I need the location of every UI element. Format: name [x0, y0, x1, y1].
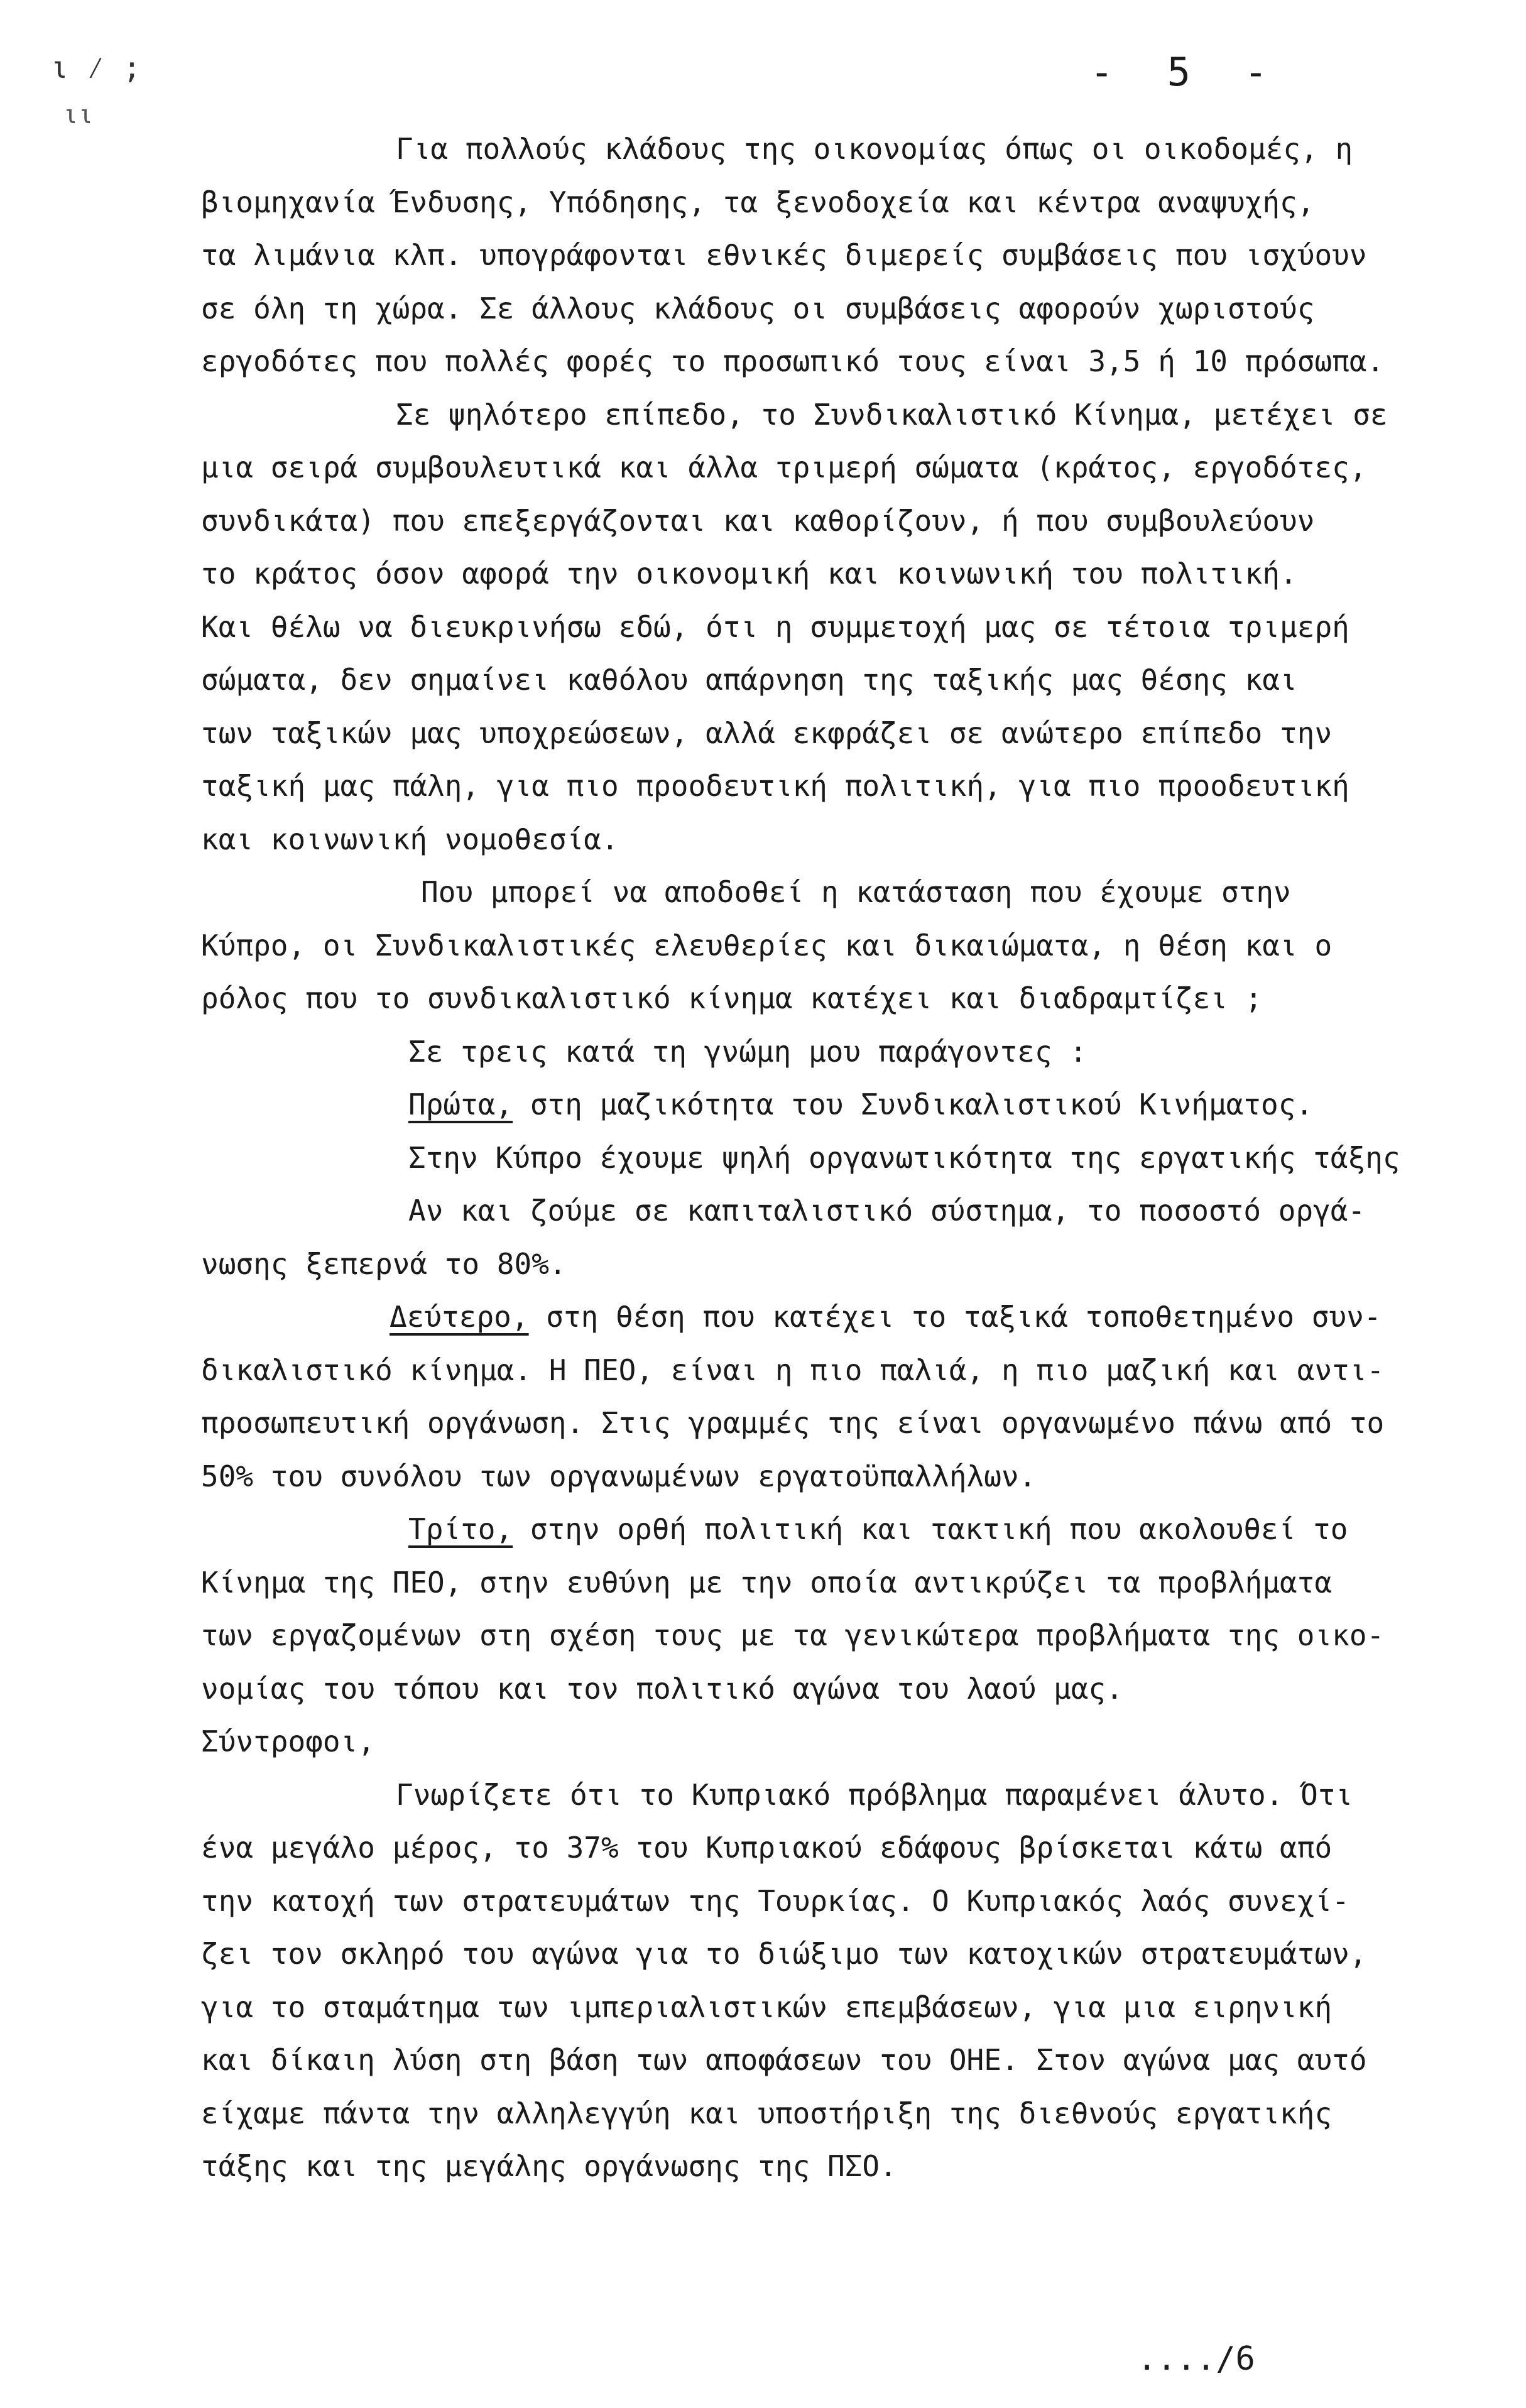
text-segment: νωσης ξεπερνά το 80%. [201, 1246, 567, 1281]
page-number: - 5 - [1090, 49, 1283, 95]
text-segment: των εργαζομένων στη σχέση τους με τα γενικώτερα προβλήματα της οικο- [201, 1618, 1385, 1652]
text-segment: ζει τον σκληρό του αγώνα για το διώξιμο των κατοχικών στρατευμάτων, [201, 1937, 1367, 1971]
text-segment: Που μπορεί να αποδοθεί η κατάσταση που έχουμε στην [421, 875, 1291, 909]
text-line [201, 494, 1489, 548]
text-line [201, 1715, 1489, 1768]
text-segment: Και θέλω να διευκρινήσω εδώ, ότι η συμμετοχή μας σε τέτοια τριμερή [201, 609, 1349, 644]
text-line [201, 1238, 1489, 1291]
text-line [201, 2140, 1489, 2193]
text-line [201, 601, 1489, 654]
text-segment: των ταξικών μας υποχρεώσεων, αλλά εκφράζει σε ανώτερο επίπεδο την [201, 716, 1333, 750]
text-line [201, 1025, 1489, 1079]
text-segment: Για πολλούς κλάδους της οικονομίας όπως οι οικοδομές, η [396, 132, 1353, 166]
text-segment: και δίκαιη λύση στη βάση των αποφάσεων του ΟΗΕ. Στον αγώνα μας αυτό [201, 2043, 1367, 2077]
continuation-marker: ..../6 [1137, 2340, 1255, 2378]
underlined-heading: Δεύτερο, [390, 1300, 529, 1334]
text-line [201, 813, 1489, 866]
text-line [201, 1078, 1489, 1131]
text-segment: Στην Κύπρο έχουμε ψηλή οργανωτικότητα της εργατικής τάξης [408, 1140, 1400, 1175]
text-segment: νομίας του τόπου και τον πολιτικό αγώνα του λαού μας. [201, 1671, 1123, 1706]
text-segment: ένα μεγάλο μέρος, το 37% του Κυπριακού εδάφους βρίσκεται κάτω από [201, 1831, 1333, 1865]
text-line [201, 1927, 1489, 1981]
text-segment: Αν και ζούμε σε καπιταλιστικό σύστημα, το ποσοστό οργά- [408, 1194, 1366, 1228]
text-segment: στην ορθή πολιτική και τακτική που ακολουθεί το [513, 1512, 1348, 1546]
text-line [201, 1131, 1489, 1185]
text-segment: Σύντροφοι, [201, 1724, 375, 1758]
text-segment: σε όλη τη χώρα. Σε άλλους κλάδους οι συμβάσεις αφορούν χωριστούς [201, 291, 1315, 325]
text-line [201, 1768, 1489, 1822]
underlined-heading: Πρώτα, [408, 1087, 513, 1121]
text-line [201, 1503, 1489, 1556]
text-line [201, 866, 1489, 919]
text-line [201, 1981, 1489, 2034]
text-line [201, 1184, 1489, 1238]
text-segment: Σε τρεις κατά τη γνώμη μου παράγοντες : [408, 1034, 1087, 1069]
text-line [201, 760, 1489, 813]
text-segment: Κύπρο, οι Συνδικαλιστικές ελευθερίες και δικαιώματα, η θέση και ο [201, 928, 1333, 962]
text-segment: Γνωρίζετε ότι το Κυπριακό πρόβλημα παραμένει άλυτο. Ότι [396, 1777, 1353, 1812]
text-segment: προσωπευτική οργάνωση. Στις γραμμές της είναι οργανωμένο πάνω από το [201, 1406, 1385, 1440]
text-line [201, 547, 1489, 601]
text-line [201, 707, 1489, 760]
text-segment: μια σειρά συμβουλευτικά και άλλα τριμερή σώματα (κράτος, εργοδότες, [201, 450, 1367, 484]
text-segment: και κοινωνική νομοθεσία. [201, 822, 619, 856]
text-line [201, 1397, 1489, 1450]
text-segment: ρόλος που το συνδικαλιστικό κίνημα κατέχει και διαδραμτίζει ; [201, 981, 1263, 1015]
text-line [201, 1290, 1489, 1344]
text-segment: είχαμε πάντα την αλληλεγγύη και υποστήριξη της διεθνούς εργατικής [201, 2096, 1333, 2130]
corner-mark-secondary: ιι [63, 101, 94, 129]
text-segment: δικαλιστικό κίνημα. Η ΠΕΟ, είναι η πιο παλιά, η πιο μαζική και αντι- [201, 1353, 1385, 1387]
text-line [201, 972, 1489, 1025]
text-line [201, 1609, 1489, 1662]
text-segment: Σε ψηλότερο επίπεδο, το Συνδικαλιστικό Κίνημα, μετέχει σε [396, 397, 1388, 432]
text-line [201, 123, 1489, 176]
text-line [201, 919, 1489, 972]
text-segment: ταξική μας πάλη, για πιο προοδευτική πολιτική, για πιο προοδευτική [201, 769, 1349, 803]
text-segment: τα λιμάνια κλπ. υπογράφονται εθνικές διμερείς συμβάσεις που ισχύουν [201, 238, 1367, 272]
text-segment: στη θέση που κατέχει το ταξικά τοποθετημένο συν- [528, 1300, 1382, 1334]
text-segment: βιομηχανία Ένδυσης, Υπόδησης, τα ξενοδοχεία και κέντρα αναψυχής, [201, 185, 1315, 219]
text-line [201, 229, 1489, 282]
text-line [201, 1344, 1489, 1397]
text-line [201, 441, 1489, 494]
text-segment: σώματα, δεν σημαίνει καθόλου απάρνηση της ταξικής μας θέσης και [201, 663, 1297, 697]
text-segment: Κίνημα της ΠΕΟ, στην ευθύνη με την οποία αντικρύζει τα προβλήματα [201, 1565, 1333, 1599]
text-segment: την κατοχή των στρατευμάτων της Τουρκίας. Ο Κυπριακός λαός συνεχί- [201, 1883, 1349, 1918]
text-segment: 50% του συνόλου των οργανωμένων εργατοϋπαλλήλων. [201, 1459, 1037, 1493]
text-segment: συνδικάτα) που επεξεργάζονται και καθορίζουν, ή που συμβουλεύουν [201, 503, 1315, 538]
text-segment: το κράτος όσον αφορά την οικονομική και κοινωνική του πολιτική. [201, 557, 1297, 591]
text-line [201, 1662, 1489, 1716]
text-line [201, 388, 1489, 442]
text-segment: τάξης και της μεγάλης οργάνωσης της ΠΣΟ. [201, 2149, 897, 2183]
text-line [201, 2034, 1489, 2087]
text-segment: στη μαζικότητα του Συνδικαλιστικού Κινήματος. [513, 1087, 1314, 1121]
text-segment: για το σταμάτημα των ιμπεριαλιστικών επεμβάσεων, για μια ειρηνική [201, 1990, 1333, 2024]
document-body [201, 123, 1489, 2193]
text-line [201, 653, 1489, 707]
text-line [201, 176, 1489, 229]
text-line [201, 282, 1489, 335]
corner-mark: ι ⁄ ; [50, 50, 141, 85]
text-segment: εργοδότες που πολλές φορές το προσωπικό τους είναι 3,5 ή 10 πρόσωπα. [201, 344, 1385, 378]
text-line [201, 1450, 1489, 1503]
text-line [201, 2087, 1489, 2140]
underlined-heading: Τρίτο, [408, 1512, 513, 1546]
text-line [201, 1875, 1489, 1928]
text-line [201, 1556, 1489, 1610]
text-line [201, 1821, 1489, 1875]
text-line [201, 335, 1489, 388]
